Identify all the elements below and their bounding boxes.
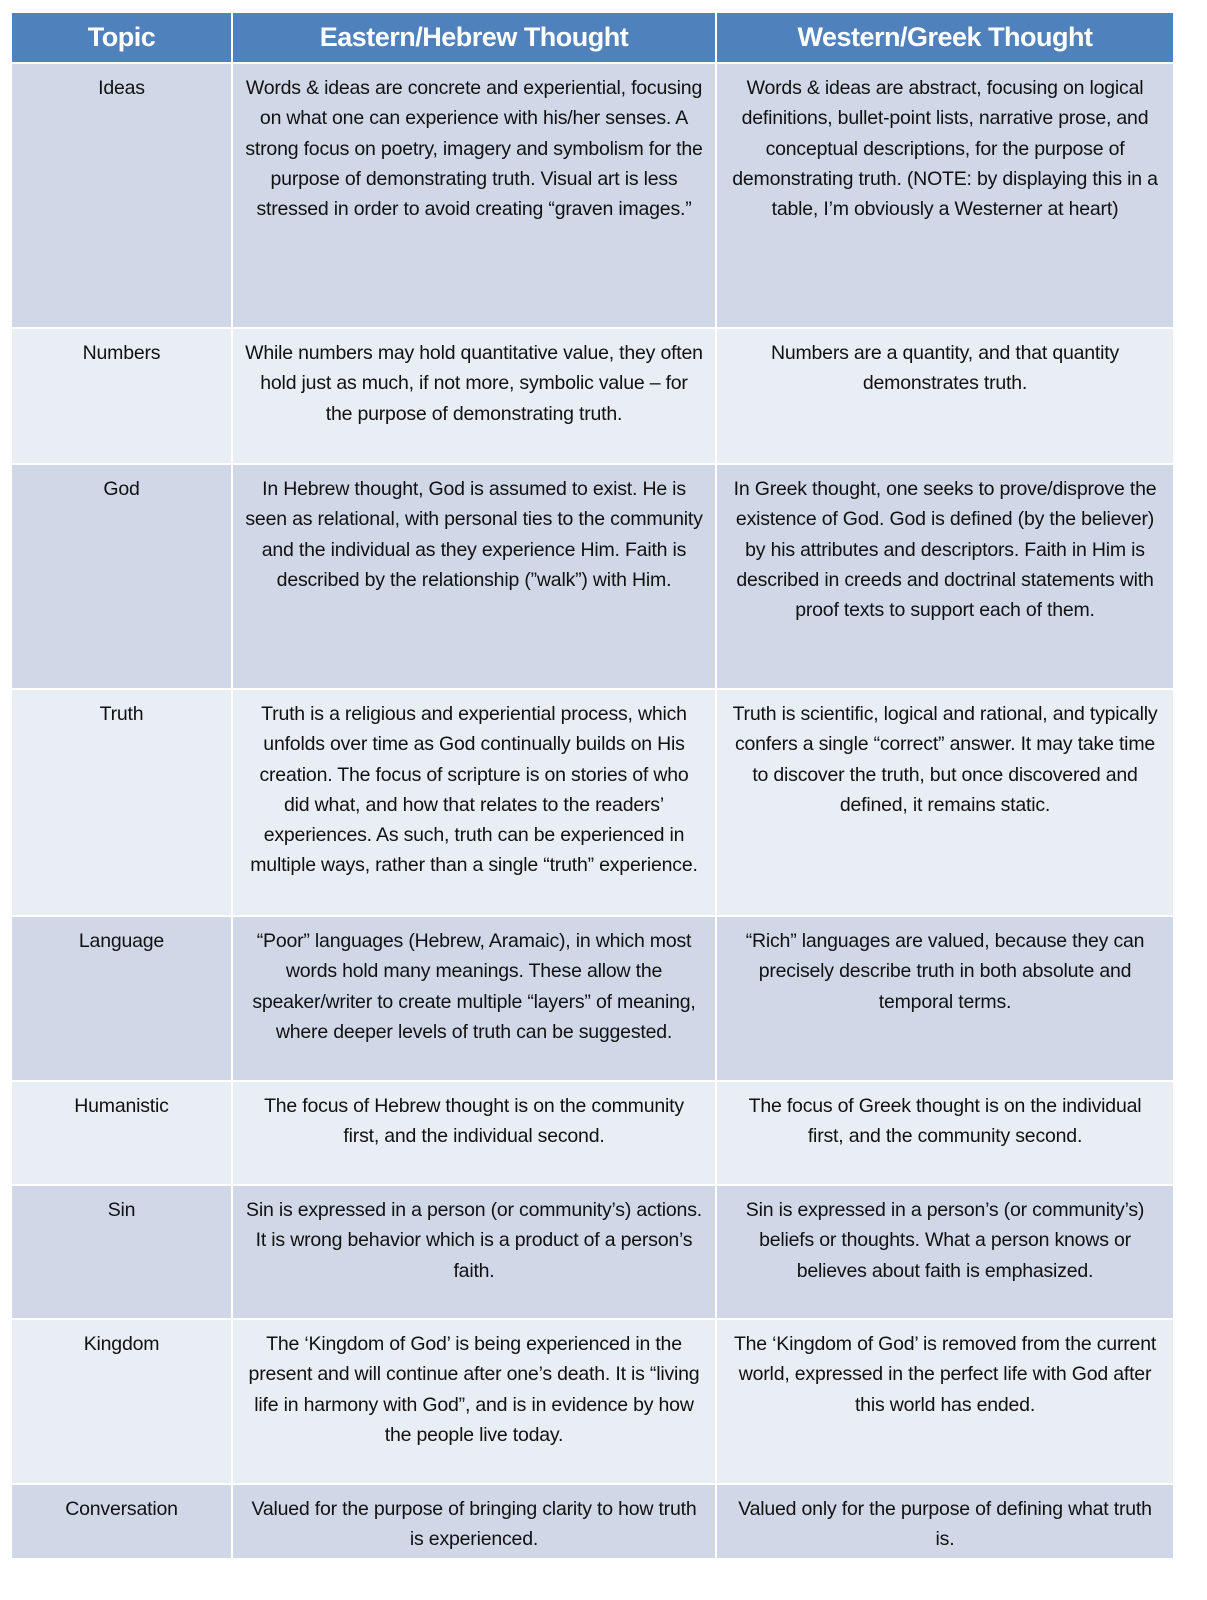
table-row	[11, 1081, 1174, 1185]
table-row	[11, 689, 1174, 916]
eastern-cell: The ‘Kingdom of God’ is being experienced in the present and will continue after one’s death. It is “living life in harmony with God”, and is in evidence by how the people live today.	[232, 1319, 716, 1484]
western-cell: The ‘Kingdom of God’ is removed from the current world, expressed in the perfect life with God after this world has ended.	[716, 1319, 1174, 1484]
eastern-cell: The focus of Hebrew thought is on the community first, and the individual second.	[232, 1081, 716, 1185]
western-cell: Numbers are a quantity, and that quantity demonstrates truth.	[716, 328, 1174, 464]
western-cell: Words & ideas are abstract, focusing on logical definitions, bullet-point lists, narrative prose, and conceptual descriptions, for the purpose of demonstrating truth. (NOTE: by displaying this in a table, I’m obviously a Westerner at heart)	[716, 63, 1174, 328]
eastern-cell: In Hebrew thought, God is assumed to exist. He is seen as relational, with personal ties to the community and the individual as they experience Him. Faith is described by the relationship (”walk”) with Him.	[232, 464, 716, 689]
table-row	[11, 1185, 1174, 1319]
topic-cell: Conversation	[11, 1484, 232, 1559]
table-row	[11, 1319, 1174, 1484]
topic-cell: Humanistic	[11, 1081, 232, 1185]
table-row	[11, 1484, 1174, 1559]
table-row	[11, 464, 1174, 689]
western-cell: “Rich” languages are valued, because they can precisely describe truth in both absolute and temporal terms.	[716, 916, 1174, 1081]
topic-cell: Ideas	[11, 63, 232, 328]
table-row	[11, 63, 1174, 328]
topic-cell: Numbers	[11, 328, 232, 464]
eastern-cell: “Poor” languages (Hebrew, Aramaic), in which most words hold many meanings. These allow the speaker/writer to create multiple “layers” of meaning, where deeper levels of truth can be suggested.	[232, 916, 716, 1081]
topic-cell: Language	[11, 916, 232, 1081]
western-cell: Truth is scientific, logical and rational, and typically confers a single “correct” answer. It may take time to discover the truth, but once discovered and defined, it remains static.	[716, 689, 1174, 916]
header-topic: Topic	[11, 12, 232, 63]
topic-cell: Kingdom	[11, 1319, 232, 1484]
western-cell: The focus of Greek thought is on the individual first, and the community second.	[716, 1081, 1174, 1185]
header-row	[11, 12, 1174, 63]
header-eastern: Eastern/Hebrew Thought	[232, 12, 716, 63]
western-cell: Valued only for the purpose of defining what truth is.	[716, 1484, 1174, 1559]
comparison-table	[10, 11, 1175, 1560]
table-row	[11, 916, 1174, 1081]
eastern-cell: Valued for the purpose of bringing clarity to how truth is experienced.	[232, 1484, 716, 1559]
header-western: Western/Greek Thought	[716, 12, 1174, 63]
eastern-cell: Words & ideas are concrete and experiential, focusing on what one can experience with his/her senses. A strong focus on poetry, imagery and symbolism for the purpose of demonstrating truth. Visual art is less stressed in order to avoid creating “graven images.”	[232, 63, 716, 328]
eastern-cell: While numbers may hold quantitative value, they often hold just as much, if not more, symbolic value – for the purpose of demonstrating truth.	[232, 328, 716, 464]
topic-cell: Truth	[11, 689, 232, 916]
eastern-cell: Sin is expressed in a person (or community’s) actions. It is wrong behavior which is a product of a person’s faith.	[232, 1185, 716, 1319]
table-row	[11, 328, 1174, 464]
western-cell: In Greek thought, one seeks to prove/disprove the existence of God. God is defined (by the believer) by his attributes and descriptors. Faith in Him is described in creeds and doctrinal statements with proof texts to support each of them.	[716, 464, 1174, 689]
topic-cell: Sin	[11, 1185, 232, 1319]
eastern-cell: Truth is a religious and experiential process, which unfolds over time as God continually builds on His creation. The focus of scripture is on stories of who did what, and how that relates to the readers’ experiences. As such, truth can be experienced in multiple ways, rather than a single “truth” experience.	[232, 689, 716, 916]
topic-cell: God	[11, 464, 232, 689]
western-cell: Sin is expressed in a person’s (or community’s) beliefs or thoughts. What a person knows or believes about faith is emphasized.	[716, 1185, 1174, 1319]
